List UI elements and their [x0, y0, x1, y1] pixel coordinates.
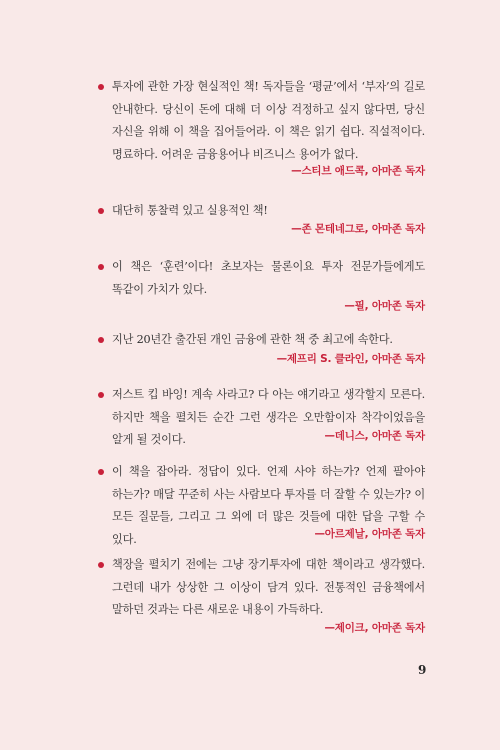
review-text: 이 책은 ‘훈련’이다! 초보자는 물론이요 투자 전문가들에게도 똑같이 가치가 있다. [112, 260, 425, 296]
review-attribution: —데니스, 아마존 독자 [324, 430, 425, 442]
review-attribution: —제프리 S. 클라인, 아마존 독자 [276, 353, 425, 365]
bullet-icon [98, 392, 104, 398]
review-text: 이 책을 잡아라. 정답이 있다. 언제 사야 하는가? 언제 팔아야 하는가? 매달 꾸준히 사는 사람보다 투자를 더 잘할 수 있는가? 이 모든 질문들, 그리고 그 외에 더 많은 것들에 대한 답을 구할 수 있다. [112, 465, 425, 546]
review-text: 투자에 관한 가장 현실적인 책! 독자들을 ‘평균’에서 ‘부자’의 길로 안내한다. 당신이 돈에 대해 더 이상 걱정하고 싶지 않다면, 당신 자신을 위해 이 책을 집어들어라. 이 책은 읽기 쉽다. 직설적이다. 명료하다. 어려운 금융용어나 비즈니스 용어가 없다. [112, 80, 425, 161]
bullet-icon [98, 84, 104, 90]
bullet-icon [98, 337, 104, 343]
bullet-icon [98, 208, 104, 214]
review-attribution: —존 몬테네그로, 아마존 독자 [291, 223, 425, 235]
review-attribution: —제이크, 아마존 독자 [324, 622, 425, 634]
review-text: 저스트 킵 바잉! 계속 사라고? 다 아는 얘기라고 생각할지 모른다. 하지만 책을 펼치든 순간 그런 생각은 오만함이자 착각이었음을 알게 될 것이다. [112, 388, 425, 446]
review-attribution: —스티브 애드콕, 아마존 독자 [291, 165, 425, 177]
bullet-icon [98, 562, 104, 568]
bullet-icon [98, 469, 104, 475]
bullet-icon [98, 264, 104, 270]
review-attribution: —필, 아마존 독자 [344, 300, 425, 312]
review-attribution: —아르제날, 아마존 독자 [314, 528, 425, 540]
review-text: 대단히 통찰력 있고 실용적인 책! [112, 204, 268, 217]
review-text: 책장을 펼치기 전에는 그냥 장기투자에 대한 책이라고 생각했다. 그런데 내가 상상한 그 이상이 담겨 있다. 전통적인 금융책에서 말하던 것과는 다른 새로운 내용이 가득하다. [112, 558, 425, 616]
page-number: 9 [418, 663, 427, 677]
review-text: 지난 20년간 출간된 개인 금융에 관한 책 중 최고에 속한다. [112, 333, 393, 346]
